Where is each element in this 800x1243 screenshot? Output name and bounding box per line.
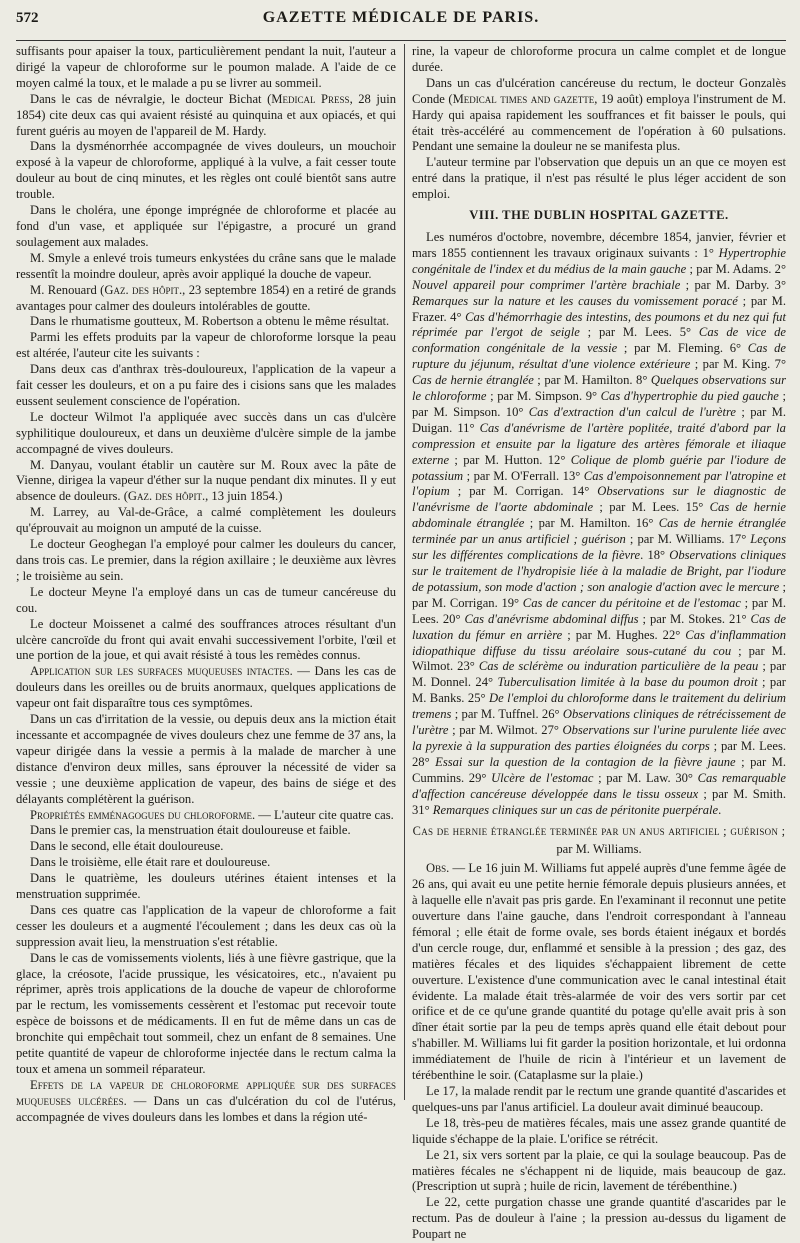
text-run: — Dans les cas de douleurs dans les oreilles ou de bruits anormaux, quelques applications de vapeur ont fait disparaître tous ces symptômes. [16, 664, 396, 711]
case-number: 11° [457, 420, 475, 435]
case-author: par M. Hutton. [463, 452, 543, 467]
paragraph [412, 76, 786, 156]
paragraph: Dans le rhumatisme goutteux, M. Robertson a obtenu le même résultat. [30, 314, 390, 329]
page-number: 572 [16, 10, 39, 26]
text-run: Les numéros d'octobre, novembre, décembre 1854, janvier, février et mars 1855 contiennent les travaux originaux suivants : [412, 229, 786, 260]
paragraph: Dans le quatrième, les douleurs utérines étaient intenses et la menstruation supprimée. [16, 871, 396, 902]
case-title: Cas de hernie étranglée terminée par un anus artificiel ; guérison [412, 516, 786, 547]
case-number: 5° [679, 325, 692, 340]
case-number: 8° [636, 373, 648, 388]
page-header [16, 6, 786, 36]
case-title: Cas remarquable d'affection cancéreuse développée dans le tissu osseux [412, 770, 786, 801]
case-number: 21° [728, 611, 747, 626]
case-title: Cas d'hypertrophie du pied gauche [600, 389, 779, 404]
section-title: Application sur les surfaces muqueuses intactes. [30, 664, 293, 679]
case-number: 18° [647, 548, 666, 563]
case-title: Cas de hernie abdominale étranglée [412, 500, 786, 531]
text-run: Dans le cas de névralgie, le docteur Bichat ( [30, 91, 272, 106]
paragraph [16, 283, 396, 315]
case-author: par M. Darby. [694, 277, 770, 292]
paragraph: Le 22, cette purgation chasse une grande quantité d'ascarides par le rectum. Pas de douleur à l'aine ; la pression au-dessus du ligament de Poupart ne [412, 1195, 786, 1242]
section-paragraph [16, 664, 396, 712]
right-column [412, 44, 787, 1242]
running-title: GAZETTE MÉDICALE DE PARIS. [262, 9, 540, 26]
paragraph: Le docteur Geoghegan l'a employé pour calmer les douleurs du cancer, dans trois cas. Le premier, dans la région axillaire ; le deuxième aux lèvres ; le troisième au sein. [16, 537, 396, 583]
text-run: , 19 août) employa l'instrument de M. Hardy qui apaisa rapidement les souffrances et fit baisser le pouls, qui était très-accéléré au commencement de l'opération à 60 pulsations. Pendant une semaine la douleur ne se manifesta plus. [412, 91, 786, 154]
case-title: Remarques sur la nature et les causes du vomissement poracé [412, 293, 738, 308]
case-list: Les numéros d'octobre, novembre, décembre 1854, janvier, février et mars 1855 contiennent les travaux originaux suivants : 1° Hypertrophie congénitale de l'index et du médius de la main gauche ; par M. Adams. 2° Nouvel appareil pour comprimer l'artère brachiale ; par M. Darby. 3° Remarques sur la nature et les causes du vomissement poracé ; par M. Frazer. 4° Cas d'hémorrhagie des intestins, des poumons et du nez qui fut réprimée par l'ergot de seigle ; par M. Lees. 5° Cas de vice de conformation congénitale de la vessie ; par M. Fleming. 6° Cas de rupture du jéjunum, résultat d'une violence extérieure ; par M. King. 7° Cas de hernie étranglée ; par M. Hamilton. 8° Quelques observations sur le chloroforme ; par M. Simpson. 9° Cas d'hypertrophie du pied gauche ; par M. Simpson. 10° Cas d'extraction d'un calcul de l'urètre ; par M. Duigan. 11° Cas d'anévrisme de l'artère poplitée, traité d'abord par la compression et ensuite par la ligature des artères fémorale et iliaque externe ; par M. Hutton. 12° Colique de plomb guérie par l'iodure de potassium ; par M. O'Ferrall. 13° Cas d'empoisonnement par l'atropine et l'opium ; par M. Corrigan. 14° Observations sur le diagnostic de l'anévrisme de l'aorte abdominale ; par M. Lees. 15° Cas de hernie abdominale étranglée ; par M. Hamilton. 16° Cas de hernie étranglée terminée par un anus artificiel ; guérison ; par M. Williams. 17° Leçons sur les différentes complications de la fièvre. 18° Observations cliniques sur le traitement de l'hydropisie liée à la maladie de Bright, par l'iodure de potassium, son mode d'action ; son analogie d'action avec le mercure ; par M. Corrigan. 19° Cas de cancer du péritoine et de l'estomac ; par M. Lees. 20° Cas d'anévrisme abdominal diffus ; par M. Stokes. 21° Cas de luxation du fémur en arrière ; par M. Hughes. 22° Cas d'inflammation idiopathique diffuse du tissu aréolaire sous-cutané du cou ; par M. Wilmot. 23° Cas de sclérème ou induration particulière de la peau ; par M. Donnel. 24° Tuberculisation limitée à la base du poumon droit ; par M. Banks. 25° De l'emploi du chloroforme dans le traitement du delirium tremens ; par M. Tuffnel. 26° Observations cliniques de rétrécissement de l'urètre ; par M. Wilmot. 27° Observations sur l'urine purulente liée avec la pyrexie à la suppuration des parties éloignées du corps ; par M. Lees. 28° Essai sur la question de la contagion de la fièvre jaune ; par M. Cummins. 29° Ulcère de l'estomac ; par M. Law. 30° Cas remarquable d'affection cancéreuse développée dans le tissu osseux ; par M. Smith. 31° Remarques cliniques sur un cas de péritonite puerpérale. [412, 229, 787, 817]
case-title: Cas d'anévrisme de l'artère poplitée, traité d'abord par la compression et ensuite par la ligature des artères fémorale et iliaque externe [412, 420, 786, 467]
case-number: 19° [501, 595, 520, 610]
case-title: Cas d'hémorrhagie des intestins, des poumons et du nez qui fut réprimée par l'ergot de seigle [412, 309, 786, 340]
case-title: Tuberculisation limitée à la base du poumon droit [497, 675, 758, 690]
case-author: par M. Smith. [712, 786, 786, 801]
case-number: 23° [457, 659, 475, 674]
case-author: par M. Lees. [720, 738, 786, 753]
case-author: par M. Hamilton. [538, 516, 631, 531]
case-author: par M. King. [702, 357, 771, 372]
case-title: Cas de luxation du fémur en arrière [412, 611, 786, 642]
paragraph: Le 18, très-peu de matières fécales, mais une assez grande quantité de liquide s'échappe de la plaie. L'orifice se rétrécit. [412, 1115, 786, 1146]
case-title: Cas de sclérème ou induration particulière de la peau [478, 659, 759, 674]
case-title: Cas d'inflammation idiopathique diffuse du tissu aréolaire sous-cutané du cou [412, 627, 787, 658]
text-run: , 23 septembre 1854) en a retiré de grands avantages pour calmer des douleurs intolérables de goutte. [16, 282, 396, 313]
case-title: Remarques cliniques sur un cas de péritonite puerpérale [432, 802, 719, 817]
case-number: 14° [571, 484, 590, 499]
text-run: , 13 juin 1854.) [205, 489, 283, 504]
case-author: par M. Simpson. [497, 389, 583, 404]
case-title: Leçons sur les différentes complications de la fièvre [412, 532, 786, 563]
case-title: Colique de plomb guérie par l'iodure de potassium [412, 452, 787, 483]
paragraph: Le 21, six vers sortent par la plaie, ce qui la soulage beaucoup. Pas de matières fécales ne s'échappent ni de liquide, mais beaucoup de gaz. (Prescription ut suprà ; huile de ricin, lavement de térébenthine.) [412, 1147, 786, 1194]
text-run: — Le 16 juin M. Williams fut appelé auprès d'une femme âgée de 26 ans, qui avait eu une petite hernie fémorale depuis plusieurs années, et à laquelle elle n'avait pas pris garde. En l'examinant il reconnut une petite ouverture dans l'aine gauche, dans l'endroit correspondant à l'anneau fémoral ; elle était de forme ovale, ses bords étaient inégaux et bordés d'un cercle rouge, dur, enflammé et sensible à la pression ; des gaz, des matières fécales et des liquides s'échappaient librement de cette ouverture. L'existence d'une communication avec le canal intestinal était évidente. La malade était très-alarmée de voir des vers sortir par cet orifice et de ce qu'une grande quantité du potage qu'elle avait pris à son dîner était sortie par la peu de temps après quand elle était debout pour s'habiller. M. Williams lui fit garder la position horizontale, et lui ordonna immédiatement de l'huile de ricin à l'intérieur et un lavement de térébenthine le soir. (Cataplasme sur la plaie.) [412, 861, 786, 1083]
case-title: Cas de rupture du jéjunum, résultat d'une violence extérieure [412, 341, 786, 372]
case-author: par M. Corrigan. [469, 484, 564, 499]
section-title: Effets de la vapeur de chloroforme appliquée sur des surfaces muqueuses ulcérées. [16, 1077, 396, 1108]
case-title: Cas d'anévrisme abdominal diffus [464, 611, 639, 626]
paragraph: Dans la dysménorrhée accompagnée de vives douleurs, un mouchoir exposé à la vapeur de chloroforme, appliqué à la vulve, a fait cesser toute douleur au bout de cinq minutes, et les règles ont coulé bientôt sans autre trouble. [16, 139, 396, 202]
paragraph [16, 458, 396, 506]
case-number: 12° [547, 452, 566, 467]
case-number: 7° [774, 357, 786, 372]
observation-label: Obs. [426, 861, 450, 876]
case-number: 31° [412, 802, 430, 817]
case-byline: par M. Williams. [556, 842, 642, 857]
column-divider [404, 44, 405, 1100]
paragraph: Dans le troisième, elle était rare et douloureuse. [30, 855, 271, 870]
case-author: par M. Adams. [696, 261, 772, 276]
case-number: 22° [662, 627, 681, 642]
case-number: 25° [467, 691, 486, 706]
case-author: par M. Duigan. [412, 404, 787, 435]
case-number: 6° [729, 341, 742, 356]
paragraph: M. Smyle a enlevé trois tumeurs enkystées du crâne sans que le malade ressentît la moindre douleur, après avoir appliqué la douche de vapeur. [16, 250, 396, 281]
case-title: Cas de hernie étranglée [412, 373, 534, 388]
section-title: Propriétés emménagogues du chloroforme. [30, 807, 256, 822]
case-number: 17° [728, 532, 747, 547]
paragraph: M. Larrey, au Val-de-Grâce, a calmé complètement les douleurs qu'éprouvait au moignon un amputé de la cuisse. [16, 505, 396, 536]
section-paragraph [16, 808, 396, 824]
case-number: 2° [774, 261, 787, 276]
left-column [16, 44, 397, 1124]
journal-reference: Medical Press [271, 91, 350, 106]
case-number: 16° [635, 516, 654, 531]
paragraph: Dans deux cas d'anthrax très-douloureux, l'application de la vapeur a fait cesser les douleurs, et on a pu faire des i cisions sans que les malades eussent seulement conscience de l'opération. [16, 362, 396, 408]
section-heading: VIII. THE DUBLIN HOSPITAL GAZETTE. [469, 208, 729, 223]
case-title: Essai sur la question de la contagion de la fièvre jaune [435, 754, 736, 769]
text-run: — Dans un cas d'ulcération du col de l'utérus, accompagnée de vives douleurs dans les lombes et dans la région uté- [16, 1093, 396, 1124]
paragraph: suffisants pour apaiser la toux, particulièrement pendant la nuit, l'auteur a dirigé la vapeur de chloroforme sur le poumon malade. A l'aide de ce moyen calmé la toux, et le malade a pu se livrer au sommeil. [16, 44, 396, 90]
case-author: par M. Lees. [609, 500, 680, 515]
case-author: par M. Williams. [637, 532, 725, 547]
paragraph: Le docteur Meyne l'a employé dans un cas de tumeur cancéreuse du cou. [16, 584, 396, 615]
case-title: Cas d'extraction d'un calcul de l'urètre [528, 404, 736, 419]
case-number: 1° [702, 245, 714, 260]
case-number: 27° [541, 723, 559, 738]
case-title: Cas d'empoisonnement par l'atropine et l'opium [412, 468, 787, 499]
case-number: 20° [442, 611, 461, 626]
case-number: 15° [685, 500, 704, 515]
text-run: Dans un cas d'ulcération cancéreuse du rectum, le docteur Gonzalès Conde ( [412, 75, 786, 106]
case-author: par M. Wilmot. [412, 643, 787, 674]
case-title: Nouvel appareil pour comprimer l'artère brachiale [412, 277, 681, 292]
case-title: Observations sur l'urine purulente liée avec la pyrexie à la suppuration des parties éloignées du corps [412, 723, 786, 753]
paragraph: Le docteur Wilmot l'a appliquée avec succès dans un cas d'ulcère syphilitique douloureux, et dans un deuxième d'ulcère simple de la jambe accompagné de vives douleurs. [16, 409, 396, 456]
case-heading-text: Cas de hernie étranglée terminée par un anus artificiel ; guérison ; [412, 823, 786, 838]
paragraph: Dans le second, elle était douloureuse. [30, 839, 224, 854]
case-number: 13° [562, 468, 581, 483]
case-author: par M. Lees. [598, 325, 672, 340]
case-author: par M. Stokes. [649, 611, 725, 626]
case-title: Observations cliniques de rétrécissement de l'urètre [412, 707, 786, 738]
case-heading [412, 824, 786, 840]
paragraph: Dans le choléra, une éponge imprégnée de chloroforme et placée au fond d'un vase, et appliquée sur l'épigastre, a procuré un grand soulagement aux malades. [16, 203, 396, 249]
paragraph: Le 17, la malade rendit par le rectum une grande quantité d'ascarides et quelques-uns par l'anus artificiel. La douleur avait diminué beaucoup. [412, 1084, 786, 1114]
text-run: M. Renouard ( [30, 282, 105, 297]
paragraph: Dans le premier cas, la menstruation était douloureuse et faible. [30, 823, 351, 838]
case-title: Ulcère de l'estomac [491, 770, 594, 785]
case-author: par M. O'Ferrall. [473, 468, 560, 483]
journal-reference: Gaz. des hôpit. [104, 282, 183, 297]
case-author: par M. Banks. [412, 675, 787, 706]
case-author: par M. Hamilton. [544, 373, 633, 388]
header-rule [16, 40, 786, 41]
paragraph: Dans le cas de vomissements violents, liés à une fièvre gastrique, que la glace, la créosote, l'acide prussique, les vésicatoires, etc., n'avaient pu réprimer, après trois applications de la douche de vapeur de chloroforme par le rectum, les vomissements cessèrent et l'estomac put recevoir toute espèce de boissons et de médicaments. Il en fut de même dans un cas de bronchite qui empêchait tout sommeil, chez un enfant de 8 semaines. Une petite quantité de vapeur de chloroforme injectée dans le rectum calma la toux et amena un sommeil réparateur. [16, 950, 396, 1076]
paragraph: Dans un cas d'irritation de la vessie, ou depuis deux ans la miction était incessante et accompagnée de vives douleurs chez une femme de 37 ans, la vapeur dirigée dans la vessie a permis à la malade de marcher à une distance d'environ deux milles, sans éprouver la nécessité de vider sa vessie ; une deuxième application de vapeur, des bains de siége et des délayants complétèrent la guérison. [16, 712, 396, 806]
case-author: par M. Hughes. [575, 627, 658, 642]
case-number: 29° [468, 770, 487, 785]
case-author: par M. Cummins. [412, 754, 787, 785]
paragraph [16, 92, 396, 140]
case-number: 24° [475, 675, 494, 690]
paragraph: Parmi les effets produits par la vapeur de chloroforme lorsque la peau est altérée, l'auteur cite les suivants : [16, 330, 396, 361]
case-author: par M. Fleming. [634, 341, 724, 356]
paragraph: Le docteur Moissenet a calmé des souffrances atroces résultant d'un ulcère cancroïde du front qui avait envahi successivement l'orbite, l'œil et une portion de la joue, et qui avait résisté à tous les remèdes connus. [16, 616, 396, 663]
case-author: par M. Frazer. [412, 293, 787, 324]
case-author: par M. Donnel. [412, 659, 786, 690]
text-run: — L'auteur cite quatre cas. [255, 807, 394, 822]
case-author: par M. Corrigan. [412, 595, 498, 610]
case-title: Cas de cancer du péritoine et de l'estomac [522, 595, 741, 610]
case-title: Hypertrophie congénitale de l'index et du médius de la main gauche [412, 245, 786, 276]
case-author: par M. Simpson. [412, 404, 501, 419]
journal-reference: Gaz. des hôpit. [127, 489, 206, 504]
case-number: 30° [675, 770, 693, 785]
case-author: par M. Wilmot. [459, 723, 538, 738]
journal-reference: Medical times and gazette [452, 91, 595, 106]
case-number: 3° [774, 277, 786, 292]
case-author: par M. Lees. [412, 595, 786, 626]
case-title: Quelques observations sur le chloroforme [412, 373, 786, 404]
case-title: De l'emploi du chloroforme dans le traitement du delirium tremens [412, 691, 786, 722]
case-title: Observations sur le diagnostic de l'anévrisme de l'aorte abdominale [412, 484, 787, 515]
text-run: , 28 juin 1854) cite deux cas qui avaient résisté au quinquina et aux opiacés, et qui furent guéris au moyen de l'appareil de M. Hardy. [16, 91, 397, 138]
section-paragraph [16, 1078, 396, 1126]
case-author: par M. Tuffnel. [461, 707, 539, 722]
paragraph: L'auteur termine par l'observation que depuis un an que ce moyen est entré dans la pratique, il n'est pas résulté le plus léger accident de son emploi. [412, 155, 786, 202]
case-title: Observations cliniques sur le traitement de l'hydropisie liée à la maladie de Bright, par l'iodure de potassium, son mode d'action ; son analogie d'action avec le mercure [412, 548, 787, 594]
case-number: 28° [412, 754, 430, 769]
case-number: 4° [450, 309, 462, 324]
text-run: M. Danyau, voulant établir un cautère sur M. Roux avec la pâte de Vienne, dirigea la vapeur d'éther sur la nuque pendant dix minutes. Il y eut absence de douleurs. ( [16, 457, 396, 504]
case-number: 26° [541, 707, 560, 722]
case-number: 9° [585, 389, 598, 404]
paragraph: Dans ces quatre cas l'application de la vapeur de chloroforme a fait cesser les douleurs et a augmenté l'écoulement ; dans les deux cas où la suppression avait lieu, la menstruation s'est rétablie. [16, 902, 396, 949]
case-author: par M. Law. [606, 770, 671, 785]
observation-paragraph [412, 861, 786, 1084]
paragraph: rine, la vapeur de chloroforme procura un calme complet et de longue durée. [412, 44, 786, 74]
case-title: Cas de vice de conformation congénitale de la vessie [412, 325, 787, 356]
case-number: 10° [505, 404, 524, 419]
